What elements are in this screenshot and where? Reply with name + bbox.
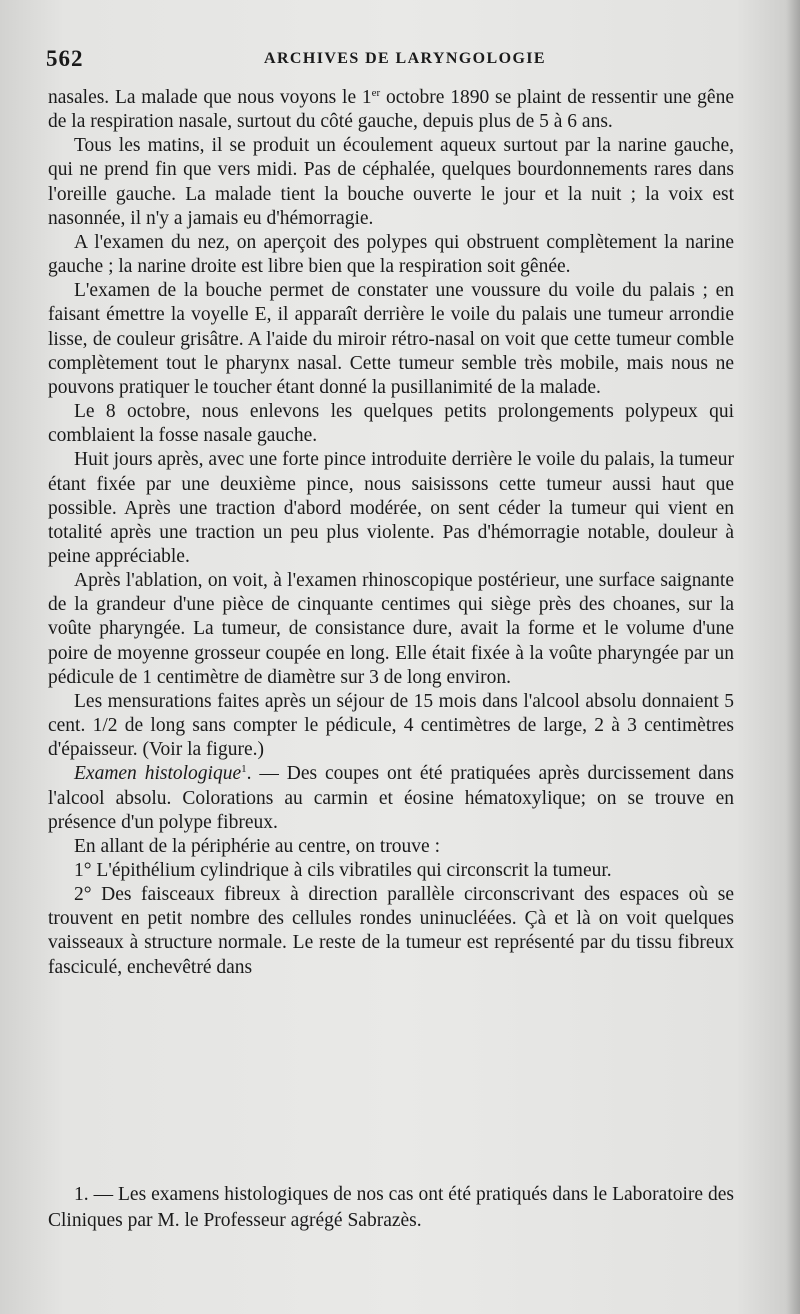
- footnote: [48, 1182, 734, 1234]
- paragraph: Tous les matins, il se produit un écoulement aqueux surtout par la narine gauche, qui ne prend fin que vers midi. Pas de céphalée, quelques bourdonnements rares dans l'oreille gauche. La malade tient la bouche ouverte le jour et la nuit ; la voix est nasonnée, il n'y a jamais eu d'hémorragie.: [48, 135, 734, 229]
- paragraph: En allant de la périphérie au centre, on trouve :: [74, 835, 441, 857]
- paragraph: nasales. La malade que nous voyons le 1er octobre 1890 se plaint de ressentir une gêne de la respiration nasale, surtout du côté gauche, depuis plus de 5 à 6 ans.: [48, 87, 734, 133]
- running-title: ARCHIVES DE LARYNGOLOGIE: [264, 50, 546, 67]
- paragraph: Les mensurations faites après un séjour de 15 mois dans l'alcool absolu donnaient 5 cent. 1/2 de long sans compter le pédicule, 4 centimètres de large, 2 à 3 centimètres d'épaisseur. (Voir la figure.): [48, 690, 734, 761]
- paragraph: Examen histologique$^1$. — Des coupes ont été pratiquées après durcissement dans l'alcool absolu. Colorations au carmin et éosine hématoxylique; on se trouve en présence d'un polype fibreux.: [48, 763, 734, 833]
- paragraph: A l'examen du nez, on aperçoit des polypes qui obstruent complètement la narine gauche ; la narine droite est libre bien que la respiration soit gênée.: [48, 231, 734, 278]
- paragraph: Huit jours après, avec une forte pince introduite derrière le voile du palais, la tumeur étant fixée par une deuxième pince, nous saisissons cette tumeur aussi haut que possible. Après une traction d'abord modérée, on sent céder la tumeur qui vient en totalité après une traction un peu plus violente. Pas d'hémorragie notable, douleur à peine appréciable.: [48, 449, 734, 567]
- page-edge-shadow: [786, 0, 800, 1314]
- section-title: Examen histologique: [74, 763, 242, 785]
- page-header: [46, 46, 736, 76]
- footnote-text: 1. — Les examens histologiques de nos cas ont été pratiqués dans le Laboratoire des Cliniques par M. le Professeur agrégé Sabrazès.: [48, 1184, 734, 1231]
- paragraph: L'examen de la bouche permet de constater une voussure du voile du palais ; en faisant émettre la voyelle E, il apparaît derrière le voile du palais une tumeur arrondie lisse, de couleur grisâtre. A l'aide du miroir rétro-nasal on voit que cette tumeur comble complètement tout le pharynx nasal. Cette tumeur semble très mobile, mais nous ne pouvons pratiquer le toucher étant donné la pusillanimité de la malade.: [48, 280, 734, 398]
- page-number: 562: [46, 46, 84, 71]
- paragraph: 2° Des faisceaux fibreux à direction parallèle circonscrivant des espaces où se trouvent en petit nombre des cellules rondes uninucléées. Çà et là on voit quelques vaisseaux à structure normale. Le reste de la tumeur est représenté par du tissu fibreux fasciculé, enchevêtré dans: [48, 884, 734, 978]
- paragraph: Le 8 octobre, nous enlevons les quelques petits prolongements polypeux qui comblaient la fosse nasale gauche.: [48, 401, 734, 447]
- superscript: er: [371, 87, 381, 99]
- body-text: [48, 86, 734, 980]
- paragraph: Après l'ablation, on voit, à l'examen rhinoscopique postérieur, une surface saignante de la grandeur d'une pièce de cinquante centimes qui siège près des choanes, sur la voûte pharyngée. La tumeur, de consistance dure, avait la forme et le volume d'une poire de moyenne grosseur coupée en long. Elle était fixée à la voûte pharyngée par un pédicule de 1 centimètre de diamètre sur 3 de long environ.: [48, 570, 734, 688]
- footnote-marker: 1: [241, 763, 247, 776]
- paragraph: 1° L'épithélium cylindrique à cils vibratiles qui circonscrit la tumeur.: [74, 860, 612, 881]
